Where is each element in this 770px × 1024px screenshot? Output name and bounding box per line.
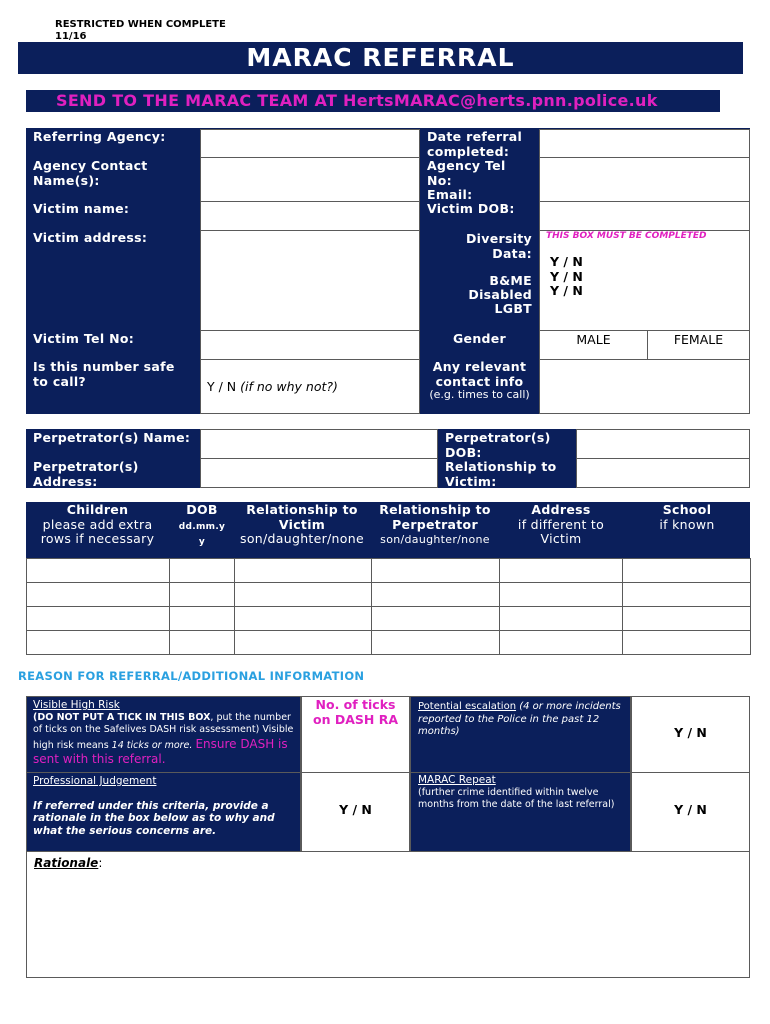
must-complete-note: THIS BOX MUST BE COMPLETED bbox=[546, 231, 707, 241]
mr-yn: Y / N bbox=[674, 802, 707, 817]
pj-text: If referred under this criteria, provide a rationale in the box below as to why and what the serious concerns are. bbox=[33, 799, 275, 837]
address-col-header bbox=[500, 503, 622, 547]
diversity-yn-list bbox=[550, 255, 583, 299]
child-row-3-cell-4[interactable] bbox=[371, 606, 501, 631]
rel-victim-col-header bbox=[238, 503, 366, 547]
pe-title: Potential escalation bbox=[418, 701, 517, 712]
rel-perp-col-title: Relationship to Perpetrator bbox=[379, 502, 491, 532]
disabled-label: Disabled bbox=[468, 287, 532, 302]
address-col-sub: if different to Victim bbox=[517, 516, 605, 546]
child-row-1-cell-5[interactable] bbox=[499, 558, 624, 583]
school-col-title: School bbox=[662, 502, 712, 517]
safe-to-call-label: Is this number safe to call? bbox=[33, 359, 175, 389]
rel-victim-col-sub: son/daughter/none bbox=[240, 531, 364, 546]
dob-col-title: DOB bbox=[186, 502, 218, 517]
child-row-4-cell-3[interactable] bbox=[234, 630, 373, 655]
restricted-line-1: RESTRICTED WHEN COMPLETE bbox=[55, 19, 226, 30]
vhr-title: Visible High Risk bbox=[33, 699, 120, 711]
gender-label: Gender bbox=[452, 331, 507, 346]
victim-name-input[interactable] bbox=[200, 201, 420, 231]
dash-ticks-input[interactable] bbox=[301, 696, 410, 773]
child-row-2-cell-4[interactable] bbox=[371, 582, 501, 607]
pj-yn: Y / N bbox=[339, 802, 372, 817]
victim-dob-input[interactable] bbox=[539, 201, 750, 231]
agency-tel-email-input[interactable] bbox=[539, 157, 750, 202]
address-col-title: Address bbox=[531, 502, 591, 517]
children-col-sub: please add extra rows if necessary bbox=[40, 516, 155, 546]
relationship-to-victim-label: Relationship to Victim: bbox=[445, 459, 557, 489]
male-text: MALE bbox=[576, 332, 611, 347]
gender-male-option[interactable] bbox=[539, 330, 648, 360]
child-row-4-cell-6[interactable] bbox=[622, 630, 751, 655]
child-row-2-cell-6[interactable] bbox=[622, 582, 751, 607]
perpetrator-address-input[interactable] bbox=[200, 458, 438, 488]
child-row-2-cell-1[interactable] bbox=[26, 582, 171, 607]
perpetrator-name-input[interactable] bbox=[200, 429, 438, 459]
safe-yn: Y / N bbox=[207, 379, 237, 394]
send-to-banner bbox=[26, 90, 720, 112]
rationale-box[interactable] bbox=[26, 851, 750, 978]
page-title bbox=[18, 42, 743, 74]
lgbt-label: LGBT bbox=[494, 301, 532, 316]
child-row-3-cell-5[interactable] bbox=[499, 606, 624, 631]
child-row-1-cell-3[interactable] bbox=[234, 558, 373, 583]
dob-col-sub: dd.mm.yy bbox=[178, 521, 226, 547]
contact-info-label: Any relevant contact info bbox=[432, 359, 527, 389]
agency-contact-label: Agency Contact Name(s): bbox=[33, 158, 148, 188]
mr-note: (further crime identified within twelve months from the date of the last referral) bbox=[418, 787, 615, 810]
potential-escalation-yn[interactable] bbox=[631, 696, 750, 773]
vhr-bold-note: (DO NOT PUT A TICK IN THIS BOX bbox=[33, 711, 211, 723]
child-row-4-cell-1[interactable] bbox=[26, 630, 171, 655]
perpetrator-name-label: Perpetrator(s) Name: bbox=[33, 430, 191, 445]
pe-yn: Y / N bbox=[674, 725, 707, 740]
marac-repeat-box bbox=[410, 772, 631, 852]
gender-female-option[interactable] bbox=[647, 330, 750, 360]
marac-repeat-yn[interactable] bbox=[631, 772, 750, 852]
rationale-label: Rationale bbox=[34, 856, 99, 870]
professional-judgement-yn[interactable] bbox=[301, 772, 410, 852]
safe-to-call-input[interactable] bbox=[200, 359, 420, 414]
agency-tel-label: Agency Tel No: bbox=[427, 158, 506, 188]
child-row-3-cell-3[interactable] bbox=[234, 606, 373, 631]
diversity-data-input[interactable] bbox=[539, 230, 750, 331]
female-text: FEMALE bbox=[673, 332, 724, 347]
restricted-notice bbox=[55, 19, 226, 43]
rel-victim-col-title: Relationship to Victim bbox=[246, 502, 358, 532]
pj-title: Professional Judgement bbox=[33, 775, 157, 787]
perpetrator-address-label: Perpetrator(s) Address: bbox=[33, 459, 139, 489]
lgbt-yn[interactable]: Y / N bbox=[550, 283, 583, 298]
send-to-text: SEND TO THE MARAC TEAM AT HertsMARAC@herts.pnn.police.uk bbox=[56, 91, 658, 110]
school-col-header bbox=[624, 503, 750, 532]
pe-note: (4 or more incidents reported to the Police in the past 12 months) bbox=[418, 701, 621, 737]
child-row-3-cell-1[interactable] bbox=[26, 606, 171, 631]
child-row-4-cell-4[interactable] bbox=[371, 630, 501, 655]
victim-address-input[interactable] bbox=[200, 230, 420, 331]
child-row-3-cell-6[interactable] bbox=[622, 606, 751, 631]
potential-escalation-box bbox=[410, 696, 631, 773]
diversity-data-label: Diversity Data: bbox=[466, 231, 532, 261]
rationale-colon: : bbox=[98, 856, 103, 870]
date-completed-input[interactable] bbox=[539, 129, 750, 158]
perpetrator-dob-input[interactable] bbox=[576, 429, 750, 459]
relationship-to-victim-input[interactable] bbox=[576, 458, 750, 488]
bme-yn[interactable]: Y / N bbox=[550, 254, 583, 269]
rel-perp-col-sub: son/daughter/none bbox=[380, 533, 490, 546]
victim-tel-input[interactable] bbox=[200, 330, 420, 360]
disabled-yn[interactable]: Y / N bbox=[550, 268, 583, 284]
child-row-3-cell-2[interactable] bbox=[169, 606, 236, 631]
child-row-4-cell-5[interactable] bbox=[499, 630, 624, 655]
page-title-text: MARAC REFERRAL bbox=[246, 43, 515, 72]
safe-yn-note: (if no why not?) bbox=[240, 379, 338, 394]
child-row-2-cell-5[interactable] bbox=[499, 582, 624, 607]
rel-perp-col-header bbox=[372, 503, 498, 548]
vhr-dash-note: Ensure DASH is sent with this referral. bbox=[33, 736, 288, 766]
children-col-header bbox=[26, 503, 169, 547]
version-line: 11/16 bbox=[55, 31, 87, 42]
child-row-1-cell-1[interactable] bbox=[26, 558, 171, 583]
visible-high-risk-box bbox=[26, 696, 301, 773]
referring-agency-input[interactable] bbox=[200, 129, 420, 158]
victim-tel-label: Victim Tel No: bbox=[33, 331, 135, 346]
child-row-1-cell-4[interactable] bbox=[371, 558, 501, 583]
referring-agency-label: Referring Agency: bbox=[33, 129, 166, 144]
vhr-text: , put the number of ticks on the Safelives DASH risk assessment) Visible high risk means bbox=[33, 711, 294, 751]
email-label: Email: bbox=[427, 187, 473, 202]
contact-info-note: (e.g. times to call) bbox=[429, 388, 530, 401]
victim-name-label: Victim name: bbox=[33, 201, 130, 216]
children-col-title: Children bbox=[66, 502, 129, 517]
reason-heading: REASON FOR REFERRAL/ADDITIONAL INFORMATION bbox=[18, 669, 365, 683]
vhr-italic: 14 ticks or more. bbox=[111, 739, 193, 751]
agency-contact-input[interactable] bbox=[200, 157, 420, 202]
victim-dob-label: Victim DOB: bbox=[427, 201, 515, 216]
child-row-2-cell-2[interactable] bbox=[169, 582, 236, 607]
ticks-label: No. of ticks on DASH RA bbox=[312, 697, 398, 727]
date-completed-label: Date referral completed: bbox=[427, 129, 523, 159]
mr-title: MARAC Repeat bbox=[418, 774, 496, 786]
child-row-1-cell-2[interactable] bbox=[169, 558, 236, 583]
school-col-sub: if known bbox=[659, 516, 715, 532]
child-row-1-cell-6[interactable] bbox=[622, 558, 751, 583]
professional-judgement-box bbox=[26, 772, 301, 852]
dob-col-header bbox=[176, 503, 228, 548]
bme-label: B&ME bbox=[489, 273, 532, 288]
contact-info-input[interactable] bbox=[539, 359, 750, 414]
child-row-2-cell-3[interactable] bbox=[234, 582, 373, 607]
perpetrator-dob-label: Perpetrator(s) DOB: bbox=[445, 430, 551, 460]
child-row-4-cell-2[interactable] bbox=[169, 630, 236, 655]
victim-address-label: Victim address: bbox=[33, 230, 148, 245]
